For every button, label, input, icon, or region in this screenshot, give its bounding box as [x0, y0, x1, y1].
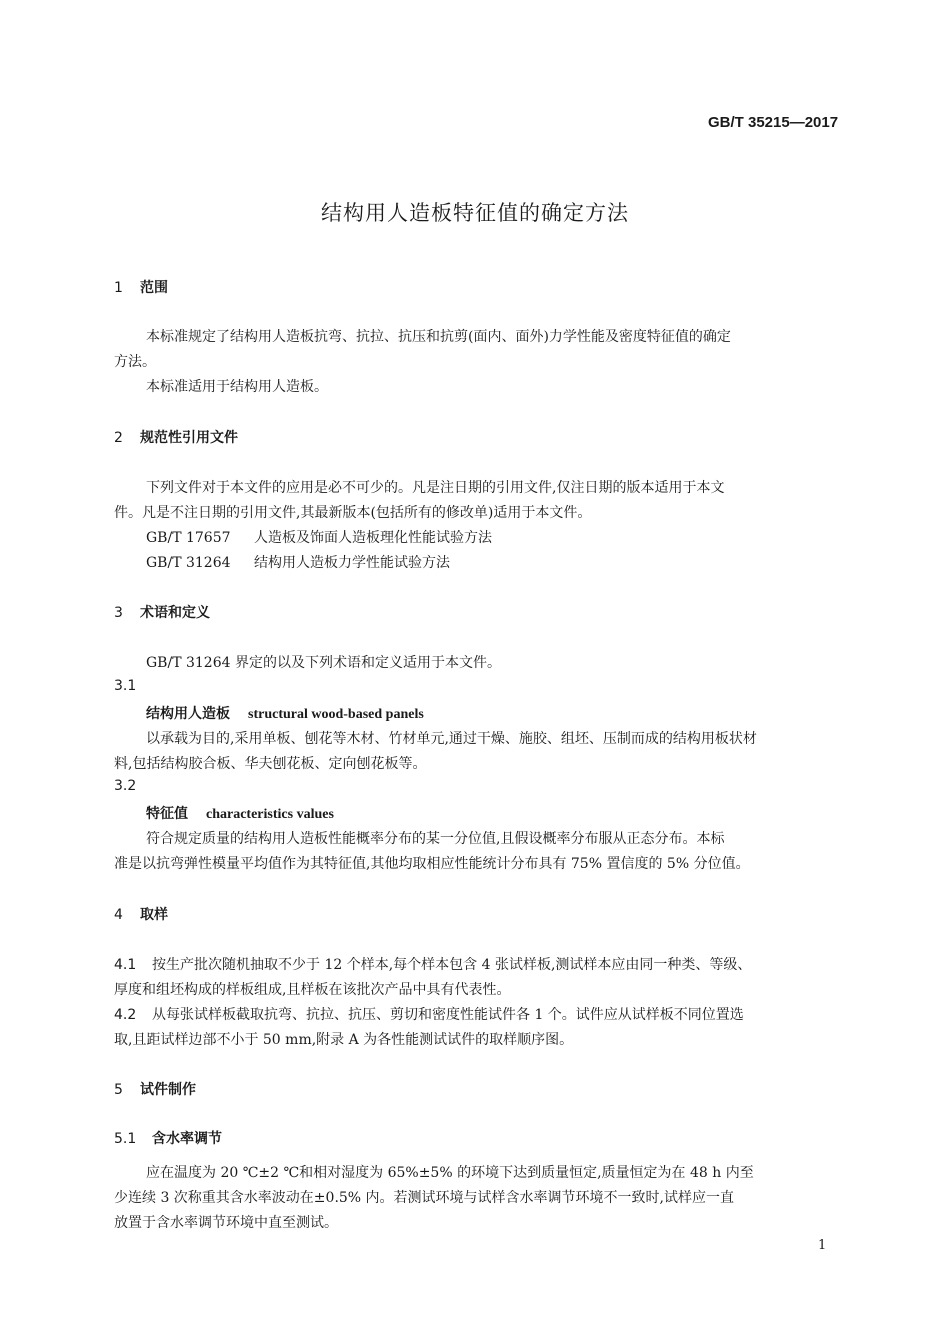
- normative-reference: [146, 552, 882, 572]
- clause-number: 4.1: [114, 957, 137, 973]
- paragraph-line: 放置于含水率调节环境中直至测试。: [114, 1215, 338, 1231]
- paragraph-line: 本标准适用于结构用人造板。: [146, 379, 328, 395]
- section-2-heading: [114, 427, 238, 447]
- section-title: 术语和定义: [140, 605, 210, 621]
- section-1-heading: [114, 277, 168, 297]
- section-number: 1: [114, 280, 123, 296]
- term-number: 3.2: [114, 778, 137, 794]
- paragraph-line: 件。凡是不注日期的引用文件,其最新版本(包括所有的修改单)适用于本文件。: [114, 505, 592, 521]
- reference-code: GB/T 31264: [146, 555, 231, 571]
- clause-line: [114, 1004, 850, 1024]
- paragraph-line: 少连续 3 次称重其含水率波动在±0.5% 内。若测试环境与试样含水率调节环境不一致时,试样应一直: [114, 1190, 735, 1206]
- subsection-title: 含水率调节: [152, 1131, 222, 1147]
- subsection-5-1-heading: [114, 1128, 222, 1148]
- paragraph-line: 下列文件对于本文件的应用是必不可少的。凡是注日期的引用文件,仅注日期的版本适用于本文: [146, 480, 725, 496]
- page-number: 1: [818, 1238, 827, 1253]
- paragraph-line: 应在温度为 20 ℃±2 ℃和相对湿度为 65%±5% 的环境下达到质量恒定,质量恒定为在 48 h 内至: [146, 1165, 754, 1181]
- clause-line: 取,且距试样边部不小于 50 mm,附录 A 为各性能测试试件的取样顺序图。: [114, 1032, 574, 1048]
- section-3-heading: [114, 602, 210, 622]
- term-en: characteristics values: [206, 807, 334, 822]
- term-zh: 特征值: [146, 806, 188, 822]
- clause-number: 4.2: [114, 1007, 137, 1023]
- term-heading: [146, 803, 334, 823]
- clause-text: 按生产批次随机抽取不少于 12 个样本,每个样本包含 4 张试样板,测试样本应由同一种类、等级、: [152, 957, 752, 973]
- document-title: 结构用人造板特征值的确定方法: [321, 201, 629, 225]
- clause-line: 厚度和组坯构成的样板组成,且样板在该批次产品中具有代表性。: [114, 982, 511, 998]
- section-title: 取样: [140, 907, 168, 923]
- section-5-heading: [114, 1079, 196, 1099]
- section-number: 2: [114, 430, 123, 446]
- section-title: 范围: [140, 280, 168, 296]
- term-number: 3.1: [114, 678, 137, 694]
- definition-line: 符合规定质量的结构用人造板性能概率分布的某一分位值,且假设概率分布服从正态分布。本标: [146, 831, 725, 847]
- normative-reference: [146, 527, 882, 547]
- reference-name: 人造板及饰面人造板理化性能试验方法: [254, 530, 492, 546]
- definition-line: 以承载为目的,采用单板、刨花等木材、竹材单元,通过干燥、施胶、组坯、压制而成的结构用板状材: [146, 731, 757, 747]
- term-zh: 结构用人造板: [146, 706, 230, 722]
- reference-code: GB/T 17657: [146, 530, 231, 546]
- standard-code: GB/T 35215—2017: [708, 114, 839, 131]
- clause-line: [114, 954, 850, 974]
- section-4-heading: [114, 904, 168, 924]
- section-title: 试件制作: [140, 1082, 196, 1098]
- paragraph-line: 方法。: [114, 354, 156, 370]
- section-number: 3: [114, 605, 123, 621]
- section-title: 规范性引用文件: [140, 430, 238, 446]
- subsection-number: 5.1: [114, 1131, 137, 1147]
- clause-text: 从每张试样板截取抗弯、抗拉、抗压、剪切和密度性能试件各 1 个。试件应从试样板不同位置选: [152, 1007, 744, 1023]
- term-en: structural wood-based panels: [248, 707, 424, 722]
- term-heading: [146, 703, 424, 723]
- paragraph-line: GB/T 31264 界定的以及下列术语和定义适用于本文件。: [146, 655, 501, 671]
- section-number: 4: [114, 907, 123, 923]
- definition-line: 料,包括结构胶合板、华夫刨花板、定向刨花板等。: [114, 756, 427, 772]
- paragraph-line: 本标准规定了结构用人造板抗弯、抗拉、抗压和抗剪(面内、面外)力学性能及密度特征值的确定: [146, 329, 731, 345]
- section-number: 5: [114, 1082, 123, 1098]
- definition-line: 准是以抗弯弹性模量平均值作为其特征值,其他均取相应性能统计分布具有 75% 置信度的 5% 分位值。: [114, 856, 750, 872]
- reference-name: 结构用人造板力学性能试验方法: [254, 555, 450, 571]
